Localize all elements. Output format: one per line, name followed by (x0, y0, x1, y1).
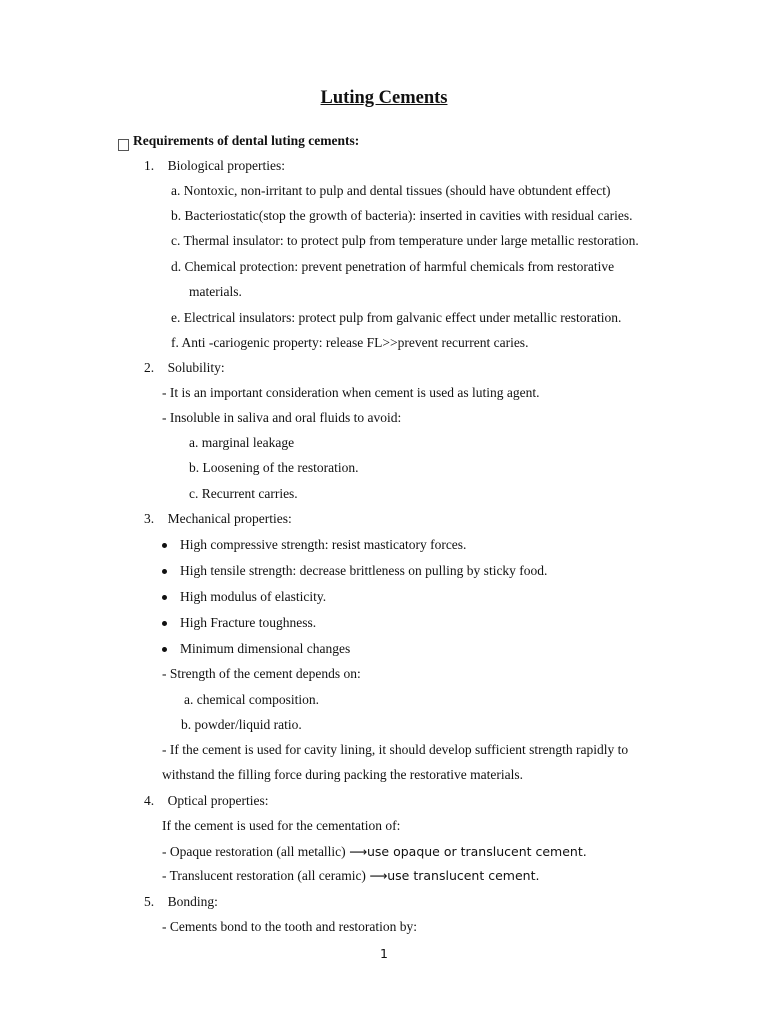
biological-heading: 1. Biological properties: (144, 158, 285, 173)
mechanical-heading: 3. Mechanical properties: (144, 511, 292, 526)
mechanical-bullet-2: High tensile strength: decrease brittleness on pulling by sticky food. (180, 563, 548, 578)
biological-item-f: f. Anti -cariogenic property: release FL>>prevent recurrent caries. (171, 335, 529, 350)
biological-item-c: c. Thermal insulator: to protect pulp from temperature under large metallic restoration. (171, 233, 639, 248)
bullet-icon (162, 569, 167, 574)
biological-item-e: e. Electrical insulators: protect pulp from galvanic effect under metallic restoration. (171, 310, 622, 325)
solubility-item-b: b. Loosening of the restoration. (189, 460, 359, 475)
optical-line-3 (162, 867, 539, 885)
page-number: 1 (380, 946, 388, 961)
bullet-icon (162, 621, 167, 626)
mechanical-line-3: withstand the filling force during packing the restorative materials. (162, 767, 524, 782)
mechanical-bullet-1: High compressive strength: resist masticatory forces. (180, 537, 467, 552)
requirements-heading: Requirements of dental luting cements: (133, 133, 360, 148)
optical-line-2-text: - Opaque restoration (all metallic) (162, 844, 350, 859)
solubility-heading: 2. Solubility: (144, 360, 225, 375)
mechanical-bullet-5: Minimum dimensional changes (180, 641, 351, 656)
mechanical-bullet-4: High Fracture toughness. (180, 615, 317, 630)
bonding-heading: 5. Bonding: (144, 894, 218, 909)
bonding-line-1: - Cements bond to the tooth and restoration by: (162, 919, 417, 934)
optical-line-3-arrow-text: ⟶use translucent cement. (369, 868, 540, 883)
page-title: Luting Cements (320, 88, 448, 108)
optical-line-3-text: - Translucent restoration (all ceramic) (162, 868, 370, 883)
mechanical-item-b: b. powder/liquid ratio. (181, 717, 302, 732)
biological-item-b: b. Bacteriostatic(stop the growth of bacteria): inserted in cavities with residual caries. (171, 208, 633, 223)
optical-line-1: If the cement is used for the cementation of: (162, 818, 401, 833)
mechanical-bullet-3: High modulus of elasticity. (180, 589, 327, 604)
bullet-icon (162, 595, 167, 600)
checkbox-bullet-icon (118, 139, 129, 151)
solubility-item-a: a. marginal leakage (189, 435, 295, 450)
biological-item-d: d. Chemical protection: prevent penetration of harmful chemicals from restorative (171, 259, 615, 274)
mechanical-item-a: a. chemical composition. (184, 692, 319, 707)
solubility-item-c: c. Recurrent carries. (189, 486, 298, 501)
biological-item-d-cont: materials. (189, 284, 242, 299)
optical-line-2-arrow-text: ⟶use opaque or translucent cement. (349, 844, 587, 859)
bullet-icon (162, 647, 167, 652)
solubility-line-1: - It is an important consideration when cement is used as luting agent. (162, 385, 540, 400)
optical-line-2 (162, 843, 587, 861)
bullet-icon (162, 543, 167, 548)
biological-item-a: a. Nontoxic, non-irritant to pulp and dental tissues (should have obtundent effect) (171, 183, 611, 198)
mechanical-line-2: - If the cement is used for cavity lining, it should develop sufficient strength rapidly to (162, 742, 629, 757)
mechanical-line-1: - Strength of the cement depends on: (162, 666, 361, 681)
solubility-line-2: - Insoluble in saliva and oral fluids to avoid: (162, 410, 402, 425)
optical-heading: 4. Optical properties: (144, 793, 269, 808)
